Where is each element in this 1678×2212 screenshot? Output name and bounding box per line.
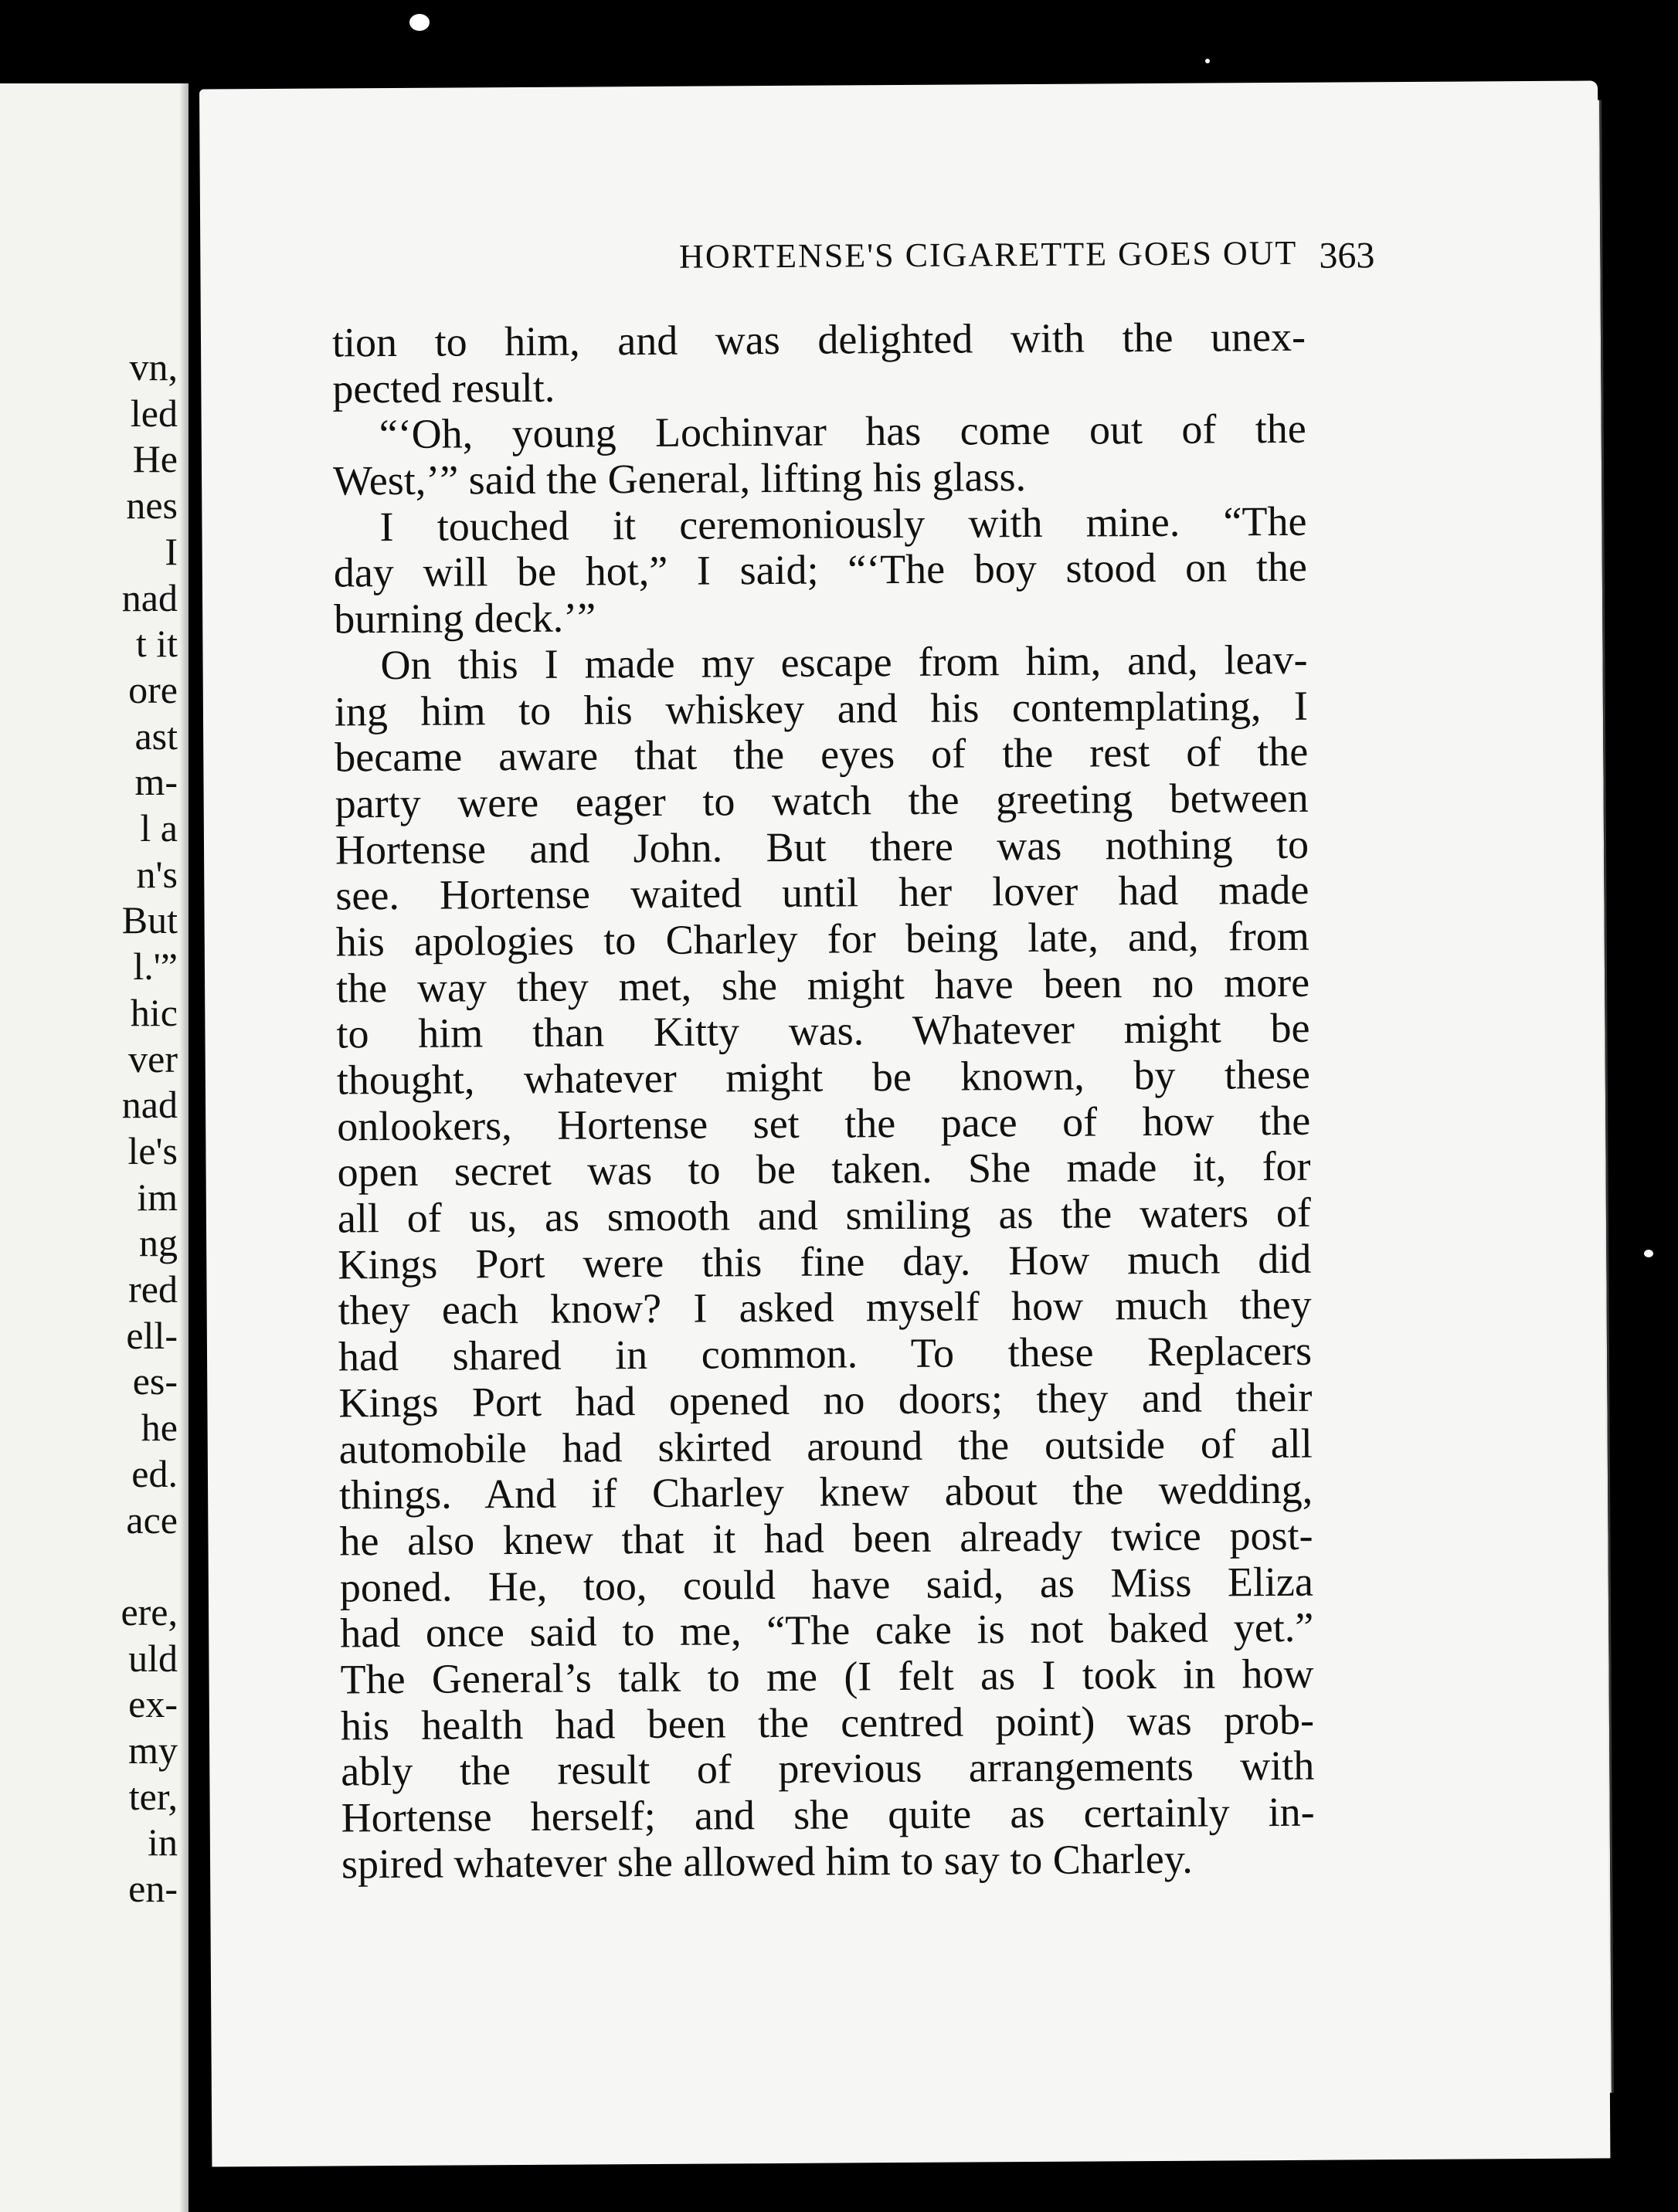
text-line: Kings Port had opened no doors; they and their — [338, 1373, 1313, 1427]
previous-page-line: l a — [140, 806, 178, 850]
text-line: they each know? I asked myself how much they — [338, 1281, 1312, 1334]
text-line: day will be hot,” I said; “‘The boy stood on the — [333, 544, 1308, 596]
previous-page-line: m- — [134, 760, 178, 804]
text-line: Hortense herself; and she quite as certainly in- — [341, 1788, 1315, 1841]
previous-page-fragment — [0, 83, 189, 2212]
previous-page-line: ere, — [121, 1589, 178, 1634]
text-line: party were eager to watch the greeting between — [335, 774, 1309, 827]
previous-page-line: t it — [135, 622, 178, 666]
previous-page-line: nad — [121, 1083, 178, 1127]
text-line: his health had been the centred point) was prob- — [340, 1696, 1315, 1749]
text-line: automobile had skirted around the outside of all — [338, 1420, 1313, 1472]
text-line: he also knew that it had been already twice post- — [339, 1511, 1313, 1565]
text-line: Hortense and John. But there was nothing to — [335, 820, 1309, 874]
gutter-shadow — [179, 83, 189, 2212]
text-line: Kings Port were this fine day. How much did — [338, 1235, 1312, 1288]
previous-page-line: le's — [127, 1128, 178, 1172]
text-line: onlookers, Hortense set the pace of how the — [337, 1097, 1311, 1150]
scan-speck — [409, 14, 430, 31]
text-line: all of us, as smooth and smiling as the waters of — [337, 1189, 1312, 1242]
previous-page-line: nad — [121, 575, 178, 619]
text-line: ing him to his whiskey and his contemplating, I — [334, 682, 1309, 735]
text-line: became aware that the eyes of the rest of the — [335, 728, 1309, 781]
scan-speck — [1644, 1250, 1653, 1257]
previous-page-line: my — [128, 1729, 178, 1772]
previous-page-line: ng — [139, 1221, 178, 1265]
previous-page-line: en- — [128, 1867, 178, 1911]
page-number: 363 — [1319, 235, 1375, 276]
previous-page-line: But — [121, 898, 178, 942]
previous-page-line: ter, — [128, 1774, 178, 1818]
previous-page-line: ell- — [126, 1313, 178, 1357]
previous-page-line: led — [130, 391, 178, 435]
text-line: open secret was to be taken. She made it, for — [337, 1143, 1311, 1196]
text-line: his apologies to Charley for being late, and, from — [335, 912, 1309, 965]
text-line: to him than Kitty was. Whatever might be — [336, 1005, 1310, 1057]
text-line: The General’s talk to me (I felt as I took in how — [340, 1650, 1314, 1703]
text-line: West,’” said the General, lifting his glass. — [332, 453, 1027, 504]
previous-page-line: ex- — [128, 1682, 178, 1726]
previous-page-line: n's — [136, 852, 178, 896]
running-head — [200, 233, 1297, 280]
text-line: thought, whatever might be known, by these — [336, 1050, 1311, 1104]
text-line: things. And if Charley knew about the wedding, — [338, 1465, 1313, 1518]
previous-page-line: uld — [128, 1636, 178, 1680]
previous-page-line: red — [128, 1267, 178, 1311]
book-page — [199, 80, 1610, 2166]
text-line: burning deck.’” — [334, 594, 596, 643]
body-text — [332, 314, 1315, 1888]
previous-page-line: I — [165, 529, 178, 573]
text-line: pected result. — [332, 364, 555, 412]
previous-page-line: ace — [126, 1498, 178, 1542]
previous-page-line: ver — [128, 1036, 178, 1081]
text-line: poned. He, too, could have said, as Miss Eliza — [339, 1558, 1314, 1611]
text-line: I touched it ceremoniously with mine. “The — [379, 497, 1307, 550]
text-line: spired whatever she allowed him to say to Charley. — [341, 1835, 1193, 1888]
text-line: “‘Oh, young Lochinvar has come out of the — [379, 405, 1306, 458]
text-line: ably the result of previous arrangements with — [341, 1742, 1315, 1795]
previous-page-line: hic — [130, 990, 178, 1034]
previous-page-line: l.'” — [133, 945, 178, 989]
previous-page-line: He — [132, 437, 178, 481]
text-line: On this I made my escape from him, and, leav- — [380, 636, 1308, 688]
previous-page-line: ed. — [131, 1451, 178, 1495]
previous-page-line: im — [137, 1175, 178, 1219]
running-head-title: HORTENSE'S CIGARETTE GOES OUT — [678, 233, 1298, 276]
previous-page-line: nes — [126, 483, 178, 528]
previous-page-line: in — [148, 1820, 178, 1864]
previous-page-line: ast — [134, 714, 178, 758]
text-line: tion to him, and was delighted with the unex- — [331, 313, 1306, 366]
previous-page-line: he — [141, 1406, 178, 1450]
text-line: had once said to me, “The cake is not baked yet.” — [340, 1604, 1314, 1657]
previous-page-line: es- — [132, 1359, 178, 1403]
previous-page-line: ore — [128, 667, 178, 711]
text-line: see. Hortense waited until her lover had made — [335, 867, 1309, 919]
text-line: had shared in common. To these Replacers — [338, 1327, 1313, 1380]
previous-page-line: vn, — [129, 345, 178, 388]
text-line: the way they met, she might have been no more — [335, 958, 1310, 1012]
scan-speck — [1205, 59, 1210, 63]
